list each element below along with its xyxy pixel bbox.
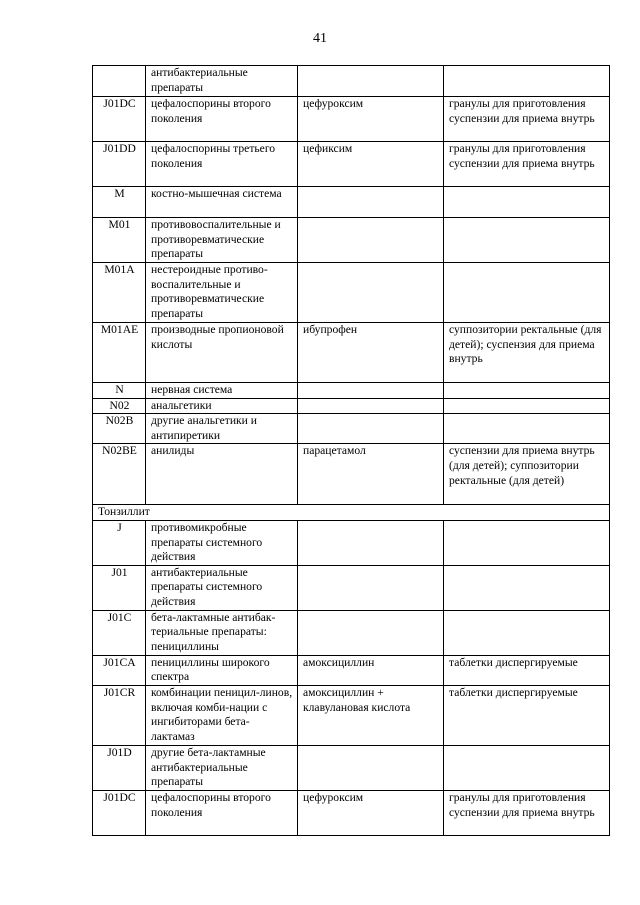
group-name-cell: анилиды	[146, 444, 298, 505]
dosage-form-cell: гранулы для приготовления суспензии для приема внутрь	[444, 790, 610, 835]
atc-code-cell: J01CR	[93, 685, 146, 745]
atc-code-cell: N02BE	[93, 444, 146, 505]
table-row	[93, 745, 610, 790]
dosage-form-cell	[444, 218, 610, 263]
table-row	[93, 218, 610, 263]
dosage-form-cell	[444, 263, 610, 323]
page-number: 41	[313, 31, 327, 46]
group-name-cell: противовоспалительные и противоревматические препараты	[146, 218, 298, 263]
group-name-cell: бета-лактамные антибак-териальные препараты: пенициллины	[146, 610, 298, 655]
section-title: Тонзиллит	[93, 505, 610, 521]
atc-code-cell: M01AE	[93, 323, 146, 383]
dosage-form-cell	[444, 610, 610, 655]
atc-code-cell: J01CA	[93, 655, 146, 685]
dosage-form-cell: таблетки диспергируемые	[444, 655, 610, 685]
drug-name-cell	[298, 66, 444, 97]
dosage-form-cell: суспензии для приема внутрь (для детей); суппозитории ректальные (для детей)	[444, 444, 610, 505]
dosage-form-cell	[444, 66, 610, 97]
drug-name-cell	[298, 383, 444, 399]
table-row	[93, 383, 610, 399]
group-name-cell: костно-мышечная система	[146, 187, 298, 218]
dosage-form-cell	[444, 398, 610, 414]
atc-code-cell: J	[93, 520, 146, 565]
table-row	[93, 565, 610, 610]
drug-name-cell	[298, 745, 444, 790]
group-name-cell: антибактериальные препараты	[146, 66, 298, 97]
drug-name-cell	[298, 398, 444, 414]
group-name-cell: нервная система	[146, 383, 298, 399]
dosage-form-cell: гранулы для приготовления суспензии для приема внутрь	[444, 142, 610, 187]
table-row	[93, 142, 610, 187]
table-row	[93, 655, 610, 685]
atc-code-cell: J01D	[93, 745, 146, 790]
atc-code-cell: J01	[93, 565, 146, 610]
dosage-form-cell	[444, 745, 610, 790]
group-name-cell: нестероидные противо-воспалительные и противоревматические препараты	[146, 263, 298, 323]
dosage-form-cell	[444, 520, 610, 565]
table-row	[93, 790, 610, 835]
drug-name-cell	[298, 520, 444, 565]
dosage-form-cell	[444, 414, 610, 444]
group-name-cell: цефалоспорины второго поколения	[146, 97, 298, 142]
atc-code-cell: N02	[93, 398, 146, 414]
atc-code-cell: M01	[93, 218, 146, 263]
table-row	[93, 66, 610, 97]
drug-name-cell	[298, 187, 444, 218]
atc-code-cell: J01C	[93, 610, 146, 655]
drug-name-cell: амоксициллин	[298, 655, 444, 685]
group-name-cell: другие анальгетики и антипиретики	[146, 414, 298, 444]
atc-code-cell: J01DD	[93, 142, 146, 187]
table-row	[93, 520, 610, 565]
atc-code-cell: N	[93, 383, 146, 399]
dosage-form-cell: таблетки диспергируемые	[444, 685, 610, 745]
drug-name-cell: ибупрофен	[298, 323, 444, 383]
drug-name-cell: амоксициллин + клавулановая кислота	[298, 685, 444, 745]
drug-name-cell: цефуроксим	[298, 97, 444, 142]
group-name-cell: пенициллины широкого спектра	[146, 655, 298, 685]
table-row	[93, 323, 610, 383]
drug-name-cell	[298, 565, 444, 610]
atc-code-cell: J01DC	[93, 97, 146, 142]
table-body	[93, 66, 610, 836]
group-name-cell: производные пропионовой кислоты	[146, 323, 298, 383]
drug-table	[92, 65, 610, 836]
atc-code-cell: M	[93, 187, 146, 218]
table-row	[93, 685, 610, 745]
dosage-form-cell	[444, 565, 610, 610]
table-row	[93, 398, 610, 414]
drug-name-cell	[298, 414, 444, 444]
drug-name-cell	[298, 610, 444, 655]
drug-name-cell: цефиксим	[298, 142, 444, 187]
dosage-form-cell: гранулы для приготовления суспензии для приема внутрь	[444, 97, 610, 142]
atc-code-cell	[93, 66, 146, 97]
dosage-form-cell	[444, 383, 610, 399]
table-row	[93, 444, 610, 505]
group-name-cell: цефалоспорины третьего поколения	[146, 142, 298, 187]
table-row	[93, 414, 610, 444]
atc-code-cell: M01A	[93, 263, 146, 323]
table-row	[93, 263, 610, 323]
table-row	[93, 97, 610, 142]
group-name-cell: противомикробные препараты системного действия	[146, 520, 298, 565]
dosage-form-cell	[444, 187, 610, 218]
dosage-form-cell: суппозитории ректальные (для детей); суспензия для приема внутрь	[444, 323, 610, 383]
table-row	[93, 187, 610, 218]
atc-code-cell: J01DC	[93, 790, 146, 835]
group-name-cell: антибактериальные препараты системного действия	[146, 565, 298, 610]
table-row	[93, 610, 610, 655]
group-name-cell: цефалоспорины второго поколения	[146, 790, 298, 835]
group-name-cell: другие бета-лактамные антибактериальные препараты	[146, 745, 298, 790]
drug-name-cell: парацетамол	[298, 444, 444, 505]
drug-name-cell	[298, 263, 444, 323]
drug-name-cell: цефуроксим	[298, 790, 444, 835]
section-row	[93, 505, 610, 521]
group-name-cell: анальгетики	[146, 398, 298, 414]
atc-code-cell: N02B	[93, 414, 146, 444]
group-name-cell: комбинации пеницил-линов, включая комби-нации с ингибиторами бета-лактамаз	[146, 685, 298, 745]
drug-name-cell	[298, 218, 444, 263]
